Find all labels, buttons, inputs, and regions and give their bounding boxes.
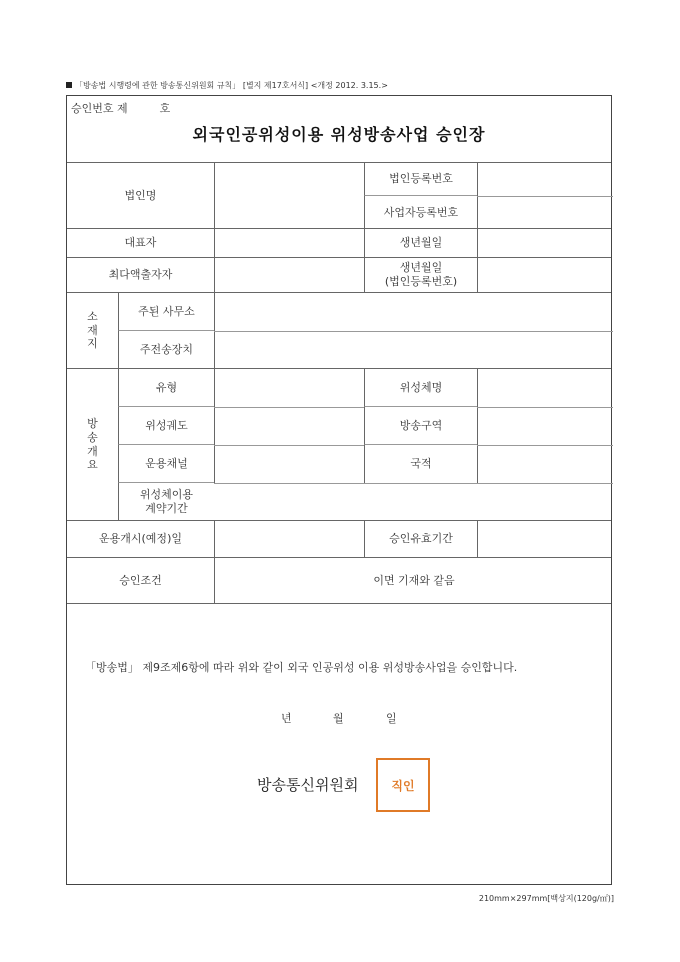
- largest-investor-value: [214, 258, 364, 292]
- corp-name-label: 법인명: [124, 188, 157, 202]
- corp-name-value: [214, 163, 364, 228]
- location-group-label: [67, 293, 118, 368]
- broadcast-overview-row: [67, 369, 611, 521]
- corp-name-row: [67, 163, 611, 229]
- location-char: 지: [87, 337, 98, 351]
- birth-date-label: 생년월일: [364, 229, 477, 257]
- divider: [214, 331, 613, 332]
- overview-char: 요: [87, 458, 98, 472]
- largest-investor-row: [67, 258, 611, 293]
- contract-period-label: [118, 483, 214, 521]
- paper-spec-note: 210mm×297mm[백상지(120g/㎡)]: [478, 894, 614, 903]
- birth-date-corp-value: [477, 258, 613, 292]
- corp-reg-no-label: 법인등록번호: [364, 163, 477, 196]
- overview-char: 송: [87, 430, 98, 444]
- conditions-value: 이면 기재와 같음: [214, 558, 613, 603]
- overview-value-left: [214, 369, 364, 483]
- satellite-name-label: 위성체명: [364, 369, 477, 407]
- divider: [214, 445, 364, 446]
- location-char: 재: [87, 323, 98, 337]
- divider: [477, 407, 613, 408]
- divider: [214, 483, 613, 484]
- channels-label: 운용채널: [118, 445, 214, 483]
- title-block: [67, 96, 611, 163]
- issuing-authority: 방송통신위원회: [257, 776, 359, 794]
- representative-label: 대표자: [124, 236, 157, 250]
- birth-date-corp-label: [364, 258, 477, 292]
- representative-row: [67, 229, 611, 258]
- representative-value: [214, 229, 364, 257]
- birth-date-value: [477, 229, 613, 257]
- birth-date-corp-line1: 생년월일: [399, 261, 443, 275]
- broadcast-area-label: 방송구역: [364, 407, 477, 445]
- declaration-text: 「방송법」 제9조제6항에 따라 위와 같이 외국 인공위성 이용 위성방송사업을 승인합니다.: [85, 661, 518, 674]
- conditions-label: 승인조건: [119, 573, 162, 587]
- overview-char: 방: [87, 417, 98, 430]
- approval-number-suffix: 호: [159, 102, 171, 115]
- approval-number-label: 승인번호 제: [71, 102, 128, 115]
- largest-investor-label: 최다액출자자: [108, 268, 173, 282]
- start-date-label: 운용개시(예정)일: [99, 532, 182, 546]
- overview-value-right: [477, 369, 613, 483]
- validity-label: 승인유효기간: [364, 521, 477, 557]
- start-date-value: [214, 521, 364, 557]
- form-header-text: 「방송법 시행령에 관한 방송통신위원회 규칙」 [별지 제17호서식] <개정 2012. 3.15.>: [75, 81, 388, 90]
- certificate-form: [66, 95, 612, 885]
- start-date-row: [67, 521, 611, 558]
- overview-char: 개: [87, 444, 98, 458]
- divider: [477, 445, 613, 446]
- overview-group-label: [67, 369, 118, 520]
- page-title: 외국인공위성이용 위성방송사업 승인장: [192, 125, 486, 144]
- divider: [477, 196, 613, 197]
- contract-line1: 위성체이용: [139, 488, 194, 502]
- type-label: 유형: [118, 369, 214, 407]
- location-row: [67, 293, 611, 369]
- conditions-row: [67, 558, 611, 604]
- date-year: 년: [281, 712, 292, 725]
- date-month: 월: [333, 712, 344, 725]
- approval-number: [71, 100, 170, 116]
- validity-value: [477, 521, 613, 557]
- location-char: 소: [87, 309, 98, 323]
- nationality-label: 국적: [364, 445, 477, 483]
- birth-date-corp-line2: (법인등록번호): [384, 275, 458, 288]
- biz-reg-no-label: 사업자등록번호: [364, 196, 477, 229]
- main-office-label: 주된 사무소: [118, 293, 214, 331]
- main-transmitter-label: 주전송장치: [118, 331, 214, 369]
- date-day: 일: [386, 712, 397, 725]
- form-header-note: [66, 80, 388, 91]
- contract-line2: 계약기간: [145, 502, 188, 515]
- official-seal: 직인: [376, 758, 430, 812]
- orbit-label: 위성궤도: [118, 407, 214, 445]
- square-bullet-icon: [66, 82, 72, 88]
- divider: [214, 407, 364, 408]
